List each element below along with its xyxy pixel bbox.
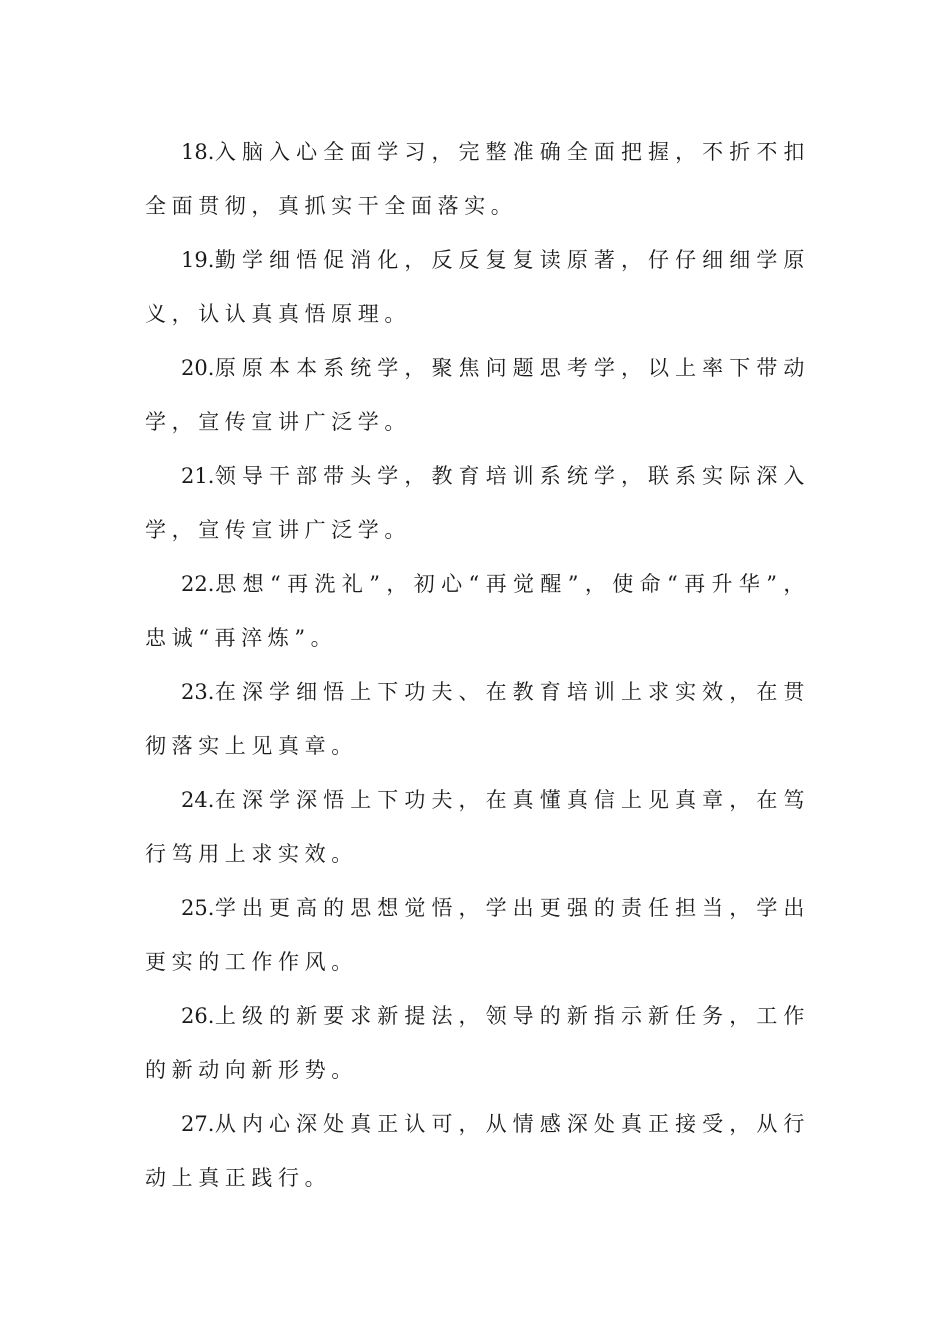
paragraph-text: 从内心深处真正认可，从情感深处真正接受，从行动上真正践行。	[145, 1112, 810, 1190]
paragraph-text: 入脑入心全面学习，完整准确全面把握，不折不扣全面贯彻，真抓实干全面落实。	[145, 140, 810, 218]
paragraph-number: 22.	[181, 572, 215, 596]
paragraph-23	[145, 665, 810, 773]
paragraph-20	[145, 341, 810, 449]
paragraph-number: 26.	[181, 1004, 215, 1028]
paragraph-text: 勤学细悟促消化，反反复复读原著，仔仔细细学原义，认认真真悟原理。	[145, 248, 810, 326]
paragraph-27	[145, 1097, 810, 1205]
paragraph-number: 19.	[181, 248, 215, 272]
paragraph-number: 24.	[181, 788, 215, 812]
paragraph-25	[145, 881, 810, 989]
paragraph-text: 学出更高的思想觉悟，学出更强的责任担当，学出更实的工作作风。	[145, 896, 810, 974]
paragraph-text: 原原本本系统学，聚焦问题思考学，以上率下带动学，宣传宣讲广泛学。	[145, 356, 810, 434]
document-body	[145, 125, 810, 1205]
paragraph-number: 20.	[181, 356, 215, 380]
paragraph-24	[145, 773, 810, 881]
paragraph-text: 在深学细悟上下功夫、在教育培训上求实效，在贯彻落实上见真章。	[145, 680, 810, 758]
paragraph-18	[145, 125, 810, 233]
paragraph-19	[145, 233, 810, 341]
paragraph-number: 25.	[181, 896, 215, 920]
paragraph-number: 18.	[181, 140, 215, 164]
paragraph-22	[145, 557, 810, 665]
paragraph-text: 上级的新要求新提法，领导的新指示新任务，工作的新动向新形势。	[145, 1004, 810, 1082]
paragraph-number: 21.	[181, 464, 215, 488]
paragraph-text: 思想“再洗礼”，初心“再觉醒”，使命“再升华”，忠诚“再淬炼”。	[145, 572, 810, 650]
paragraph-number: 27.	[181, 1112, 215, 1136]
paragraph-21	[145, 449, 810, 557]
paragraph-number: 23.	[181, 680, 215, 704]
paragraph-text: 在深学深悟上下功夫，在真懂真信上见真章，在笃行笃用上求实效。	[145, 788, 810, 866]
paragraph-26	[145, 989, 810, 1097]
paragraph-text: 领导干部带头学，教育培训系统学，联系实际深入学，宣传宣讲广泛学。	[145, 464, 810, 542]
